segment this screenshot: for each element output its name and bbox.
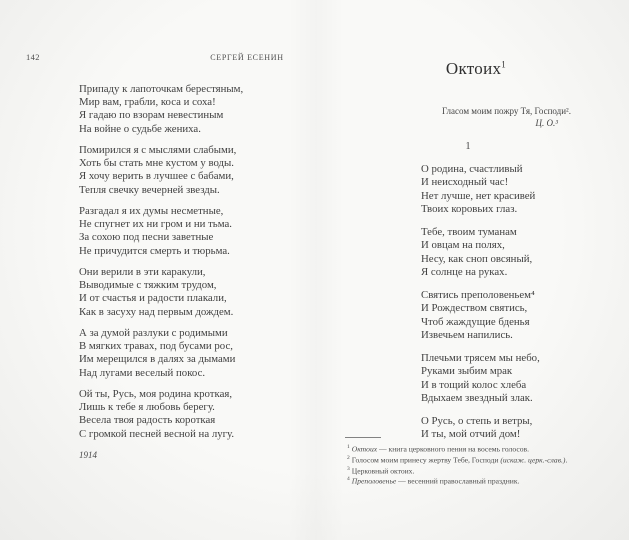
poem-line: О Русь, о степь и ветры, xyxy=(421,414,533,427)
poem-line: Как в засуху над первым дождем. xyxy=(79,305,234,318)
poem-line: В мягких травах, под бусами рос, xyxy=(79,340,233,353)
poem-title xyxy=(396,59,556,79)
footnote-text: (искаж. церк.-слав.) xyxy=(500,455,566,465)
poem-line: Тебе, твоим туманам xyxy=(421,225,517,238)
footnote-text: Голосом моим принесу жертву Тебе, Господи xyxy=(351,455,501,465)
footnote-text: . xyxy=(565,455,568,465)
footnote-separator xyxy=(345,437,381,438)
footnote-ref: 4 xyxy=(347,476,350,483)
poem-line: На войне о судьбе жениха. xyxy=(79,122,201,135)
footnote-ref: 2 xyxy=(347,454,350,461)
stanza xyxy=(421,352,540,405)
footnote-text: — книга церковного пения на восемь голосов. xyxy=(377,444,529,454)
poem-left xyxy=(79,83,243,462)
poem-line: Я гадаю по взорам невестиным xyxy=(79,109,224,122)
footnote xyxy=(347,465,609,476)
poem-line: Извечьем напились. xyxy=(421,328,513,341)
poem-line: Руками зыбим мрак xyxy=(421,365,513,378)
footnote-ref: 1 xyxy=(347,444,350,450)
poem-line: С громкой песней весной на лугу. xyxy=(79,427,235,440)
poem-line: Ой ты, Русь, моя родина кроткая, xyxy=(79,388,233,400)
poem-line: За сохою под песни заветные xyxy=(79,231,214,244)
poem-line: Не причудится смерть и тюрьма. xyxy=(79,244,230,257)
stanza xyxy=(79,83,243,136)
title-footnote-ref: 1 xyxy=(501,59,507,70)
book-spine-shading xyxy=(288,0,344,540)
poem-line: Мир вам, грабли, коса и соха! xyxy=(79,96,216,109)
poem-line: Они верили в эти каракули, xyxy=(79,266,206,278)
footnote-text: Октоих xyxy=(351,444,378,454)
poem-line: И в тощий колос хлеба xyxy=(421,378,527,391)
poem-line: Тепля свечку вечерней звезды. xyxy=(79,183,220,196)
poem-line: Разгадал я их думы несметные, xyxy=(79,205,224,217)
poem-line: Чтоб жаждущие бденья xyxy=(421,315,530,328)
footnotes xyxy=(347,443,609,486)
poem-line: Хоть бы стать мне кустом у воды. xyxy=(79,157,234,170)
stanza xyxy=(79,144,243,197)
poem-line: И неисходный час! xyxy=(421,176,509,189)
poem-line: Несу, как сноп овсяный, xyxy=(421,252,533,265)
poem-line: Выводимые с тяжким трудом, xyxy=(79,279,217,292)
footnote-text: Церковный октоих. xyxy=(351,466,415,476)
stanza xyxy=(79,266,243,319)
poem-line: Не спугнет их ни гром и ни тьма. xyxy=(79,218,232,231)
epigraph-attribution: Ц. О.³ xyxy=(535,117,558,128)
poem-line: Весела твоя радость короткая xyxy=(79,414,216,427)
poem-line: Плечьми трясем мы небо, xyxy=(421,351,540,364)
stanza xyxy=(421,289,540,342)
poem-right xyxy=(421,163,540,451)
poem-line: И ты, мой отчий дом! xyxy=(421,428,521,441)
stanza xyxy=(79,388,243,441)
poem-line: Над лугами веселый покос. xyxy=(79,366,206,379)
footnote-text: Преполовенье xyxy=(351,477,397,487)
poem-line: Я солнце на руках. xyxy=(421,265,508,278)
poem-line: И овцам на полях, xyxy=(421,239,505,252)
poem-line: О родина, счастливый xyxy=(421,163,523,175)
poem-line: И от счастья и радости плакали, xyxy=(79,292,227,305)
page-number: 142 xyxy=(26,52,40,62)
stanza xyxy=(421,163,540,216)
footnote-text: — весенний православный праздник. xyxy=(396,477,520,487)
poem-line: Лишь к тебе я любовь берегу. xyxy=(79,401,215,414)
epigraph xyxy=(442,106,571,128)
poem-line: А за думой разлуки с родимыми xyxy=(79,327,228,339)
poem-line: Святись преполовеньем⁴ xyxy=(421,288,535,301)
footnote-ref: 3 xyxy=(347,465,350,472)
poem-line: Нет лучше, нет красивей xyxy=(421,189,536,202)
epigraph-line: Гласом моим пожру Тя, Господи². xyxy=(441,106,571,116)
footnote xyxy=(347,443,609,454)
footnote xyxy=(347,454,609,465)
stanza xyxy=(79,205,243,258)
poem-line: И Рождеством святись, xyxy=(421,302,528,315)
poem-line: Помирился я с мыслями слабыми, xyxy=(79,144,237,156)
stanza xyxy=(79,327,243,380)
poem-line: Вдыхаем звездный злак. xyxy=(421,391,533,404)
poem-line: Я хочу верить в лучшее с бабами, xyxy=(79,170,234,183)
poem-line: Им мерещился в далях за дымами xyxy=(79,353,236,366)
running-head: СЕРГЕЙ ЕСЕНИН xyxy=(210,53,284,62)
poem-date: 1914 xyxy=(79,450,97,460)
poem-line: Твоих коровьих глаз. xyxy=(421,202,518,215)
section-number: 1 xyxy=(465,141,471,152)
poem-line: Припаду к лапоточкам берестяным, xyxy=(79,83,244,95)
stanza xyxy=(421,226,540,279)
footnote xyxy=(347,475,609,486)
poem-title-text: Октоих xyxy=(445,59,502,78)
stanza xyxy=(421,415,540,442)
